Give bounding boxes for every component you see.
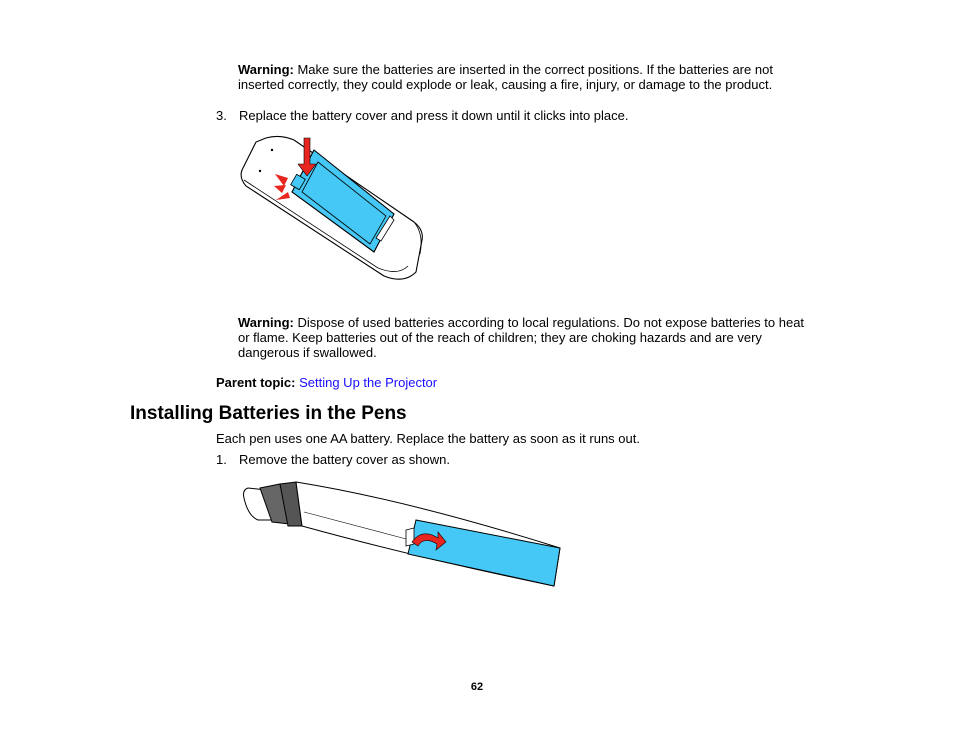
step-text: Remove the battery cover as shown. (239, 452, 450, 467)
warning-label: Warning: (238, 62, 294, 77)
warning-text: Make sure the batteries are inserted in the correct positions. If the batteries are not inserted correctly, they could explode or leak, causing a fire, injury, or damage to the product. (238, 62, 773, 92)
remote-battery-cover-illustration (236, 134, 436, 284)
section-intro: Each pen uses one AA battery. Replace the battery as soon as it runs out. (216, 431, 640, 446)
step-number: 3. (216, 108, 227, 123)
warning-battery-position (238, 62, 818, 92)
warning-label: Warning: (238, 315, 294, 330)
pen-battery-cover-illustration (238, 480, 568, 590)
warning-battery-disposal (238, 315, 816, 360)
parent-topic-label: Parent topic: (216, 375, 296, 390)
page-number: 62 (470, 681, 484, 693)
warning-text: Dispose of used batteries according to local regulations. Do not expose batteries to heat or flame. Keep batteries out of the reach of children; they are choking hazards and are very dangerous if swallowed. (238, 315, 805, 360)
section-heading: Installing Batteries in the Pens (130, 403, 407, 424)
step-number: 1. (216, 452, 227, 467)
step-text: Replace the battery cover and press it down until it clicks into place. (239, 108, 629, 123)
parent-topic (216, 375, 437, 390)
parent-topic-link[interactable]: Setting Up the Projector (299, 375, 438, 390)
